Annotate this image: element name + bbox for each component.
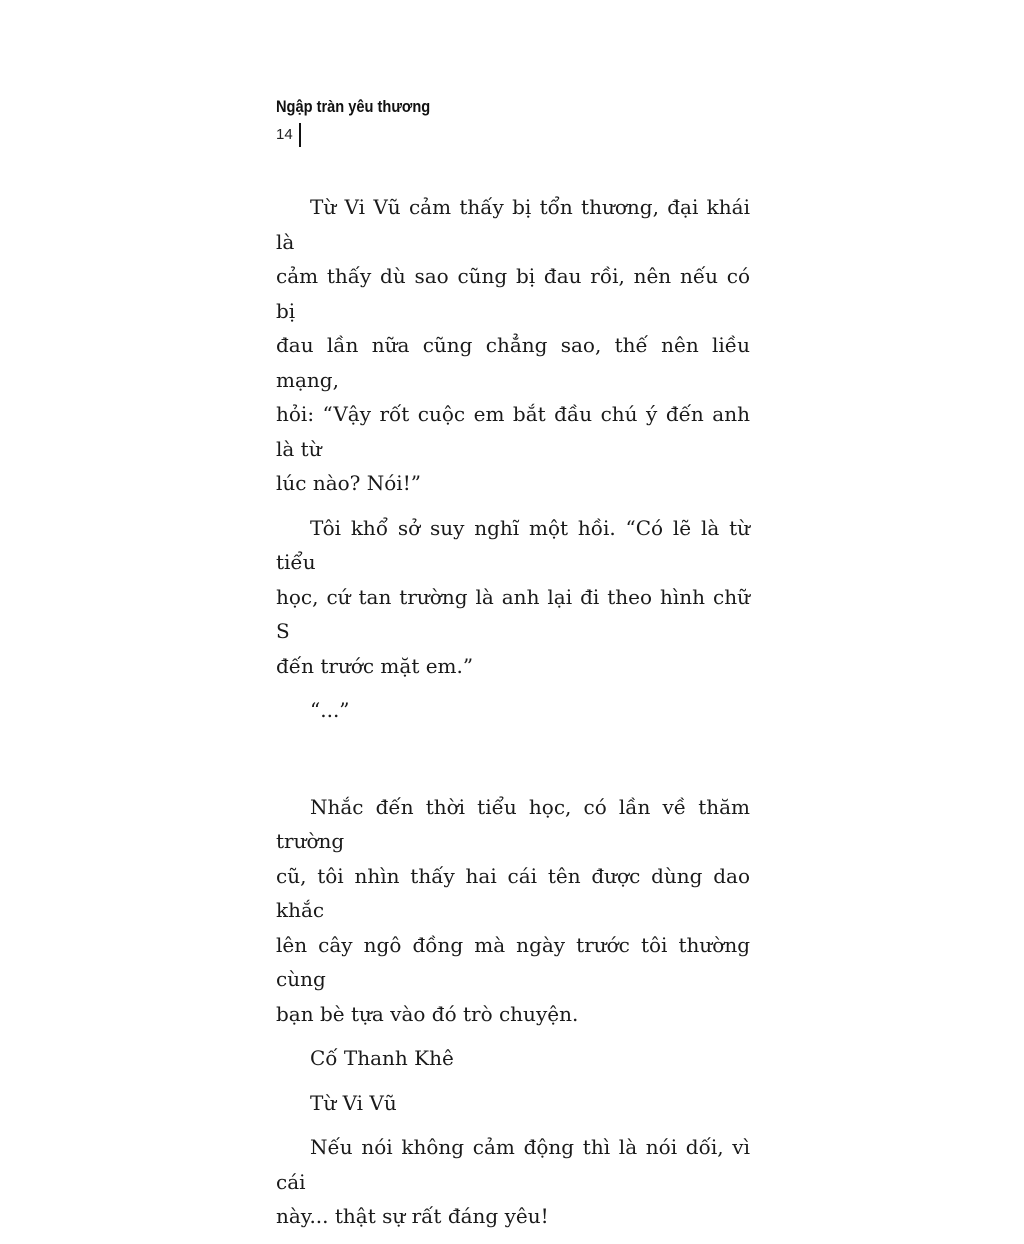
paragraph: Từ Vi Vũ cảm thấy bị tổn thương, đại khái là cảm thấy dù sao cũng bị đau rồi, nên nếu có bị đau lần nữa cũng chẳng sao, thế nên liều mạng, hỏi: “Vậy rốt cuộc em bắt đầu chú ý đến anh là từ lúc nào? Nói!” xyxy=(276,195,750,495)
paragraph: Cố Thanh Khê xyxy=(310,1046,454,1070)
page-number: 14 xyxy=(276,126,293,143)
body-text xyxy=(276,190,750,1244)
paragraph: Nếu nói không cảm động thì là nói dối, vì cái này... thật sự rất đáng yêu! xyxy=(276,1135,750,1228)
paragraph: “...” xyxy=(310,698,350,722)
section-break xyxy=(276,738,750,790)
paragraph: Tôi khổ sở suy nghĩ một hồi. “Có lẽ là từ tiểu học, cứ tan trường là anh lại đi theo hình chữ S đến trước mặt em.” xyxy=(276,515,750,678)
paragraph: Nhắc đến thời tiểu học, có lần về thăm trường cũ, tôi nhìn thấy hai cái tên được dùng dao khắc lên cây ngô đồng mà ngày trước tôi thường cùng bạn bè tựa vào đó trò chuyện. xyxy=(276,794,750,1026)
book-title: Ngập tràn yêu thương xyxy=(276,97,431,116)
paragraph: Từ Vi Vũ xyxy=(310,1090,397,1115)
running-head xyxy=(276,96,455,147)
folio-divider xyxy=(299,123,301,147)
folio xyxy=(276,123,455,147)
